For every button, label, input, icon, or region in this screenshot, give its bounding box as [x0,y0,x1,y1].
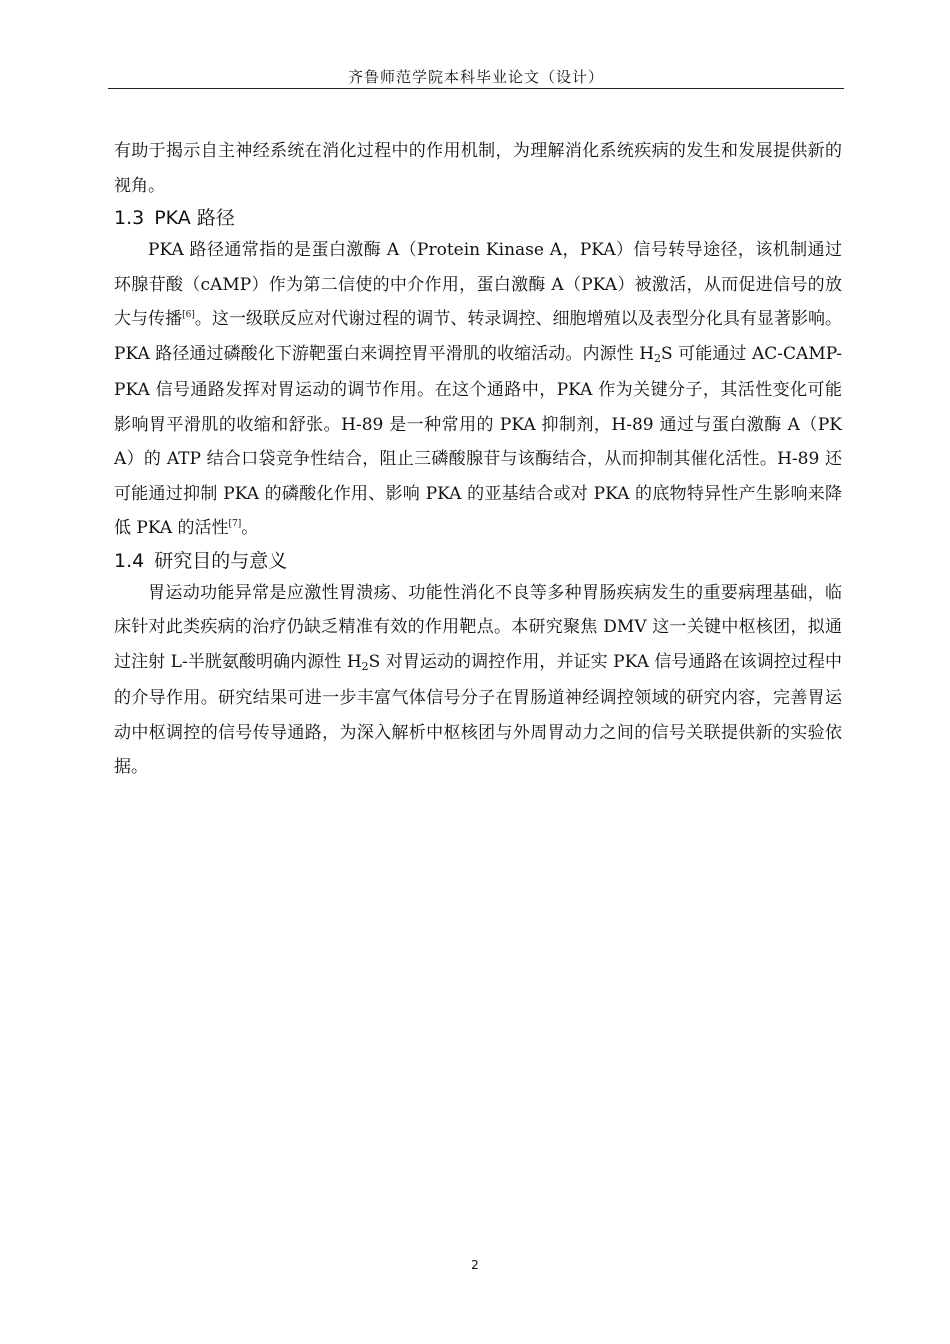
intro-paragraph: 有助于揭示自主神经系统在消化过程中的作用机制，为理解消化系统疾病的发生和发展提供新的视角。 [114,141,842,196]
section-number: 1.4 [114,549,145,572]
section-title: PKA 路径 [154,207,235,229]
subscript-2: 2 [361,659,369,673]
text-run: S 可能通过 AC-CAMP-PKA 信号通路发挥对胃运动的调节作用。在这个通路中，PKA 作为关键分子，其活性变化可能影响胃平滑肌的收缩和舒张。H-89 是一种常用的 PKA 抑制剂，H-89 通过与蛋白激酶 A（PKA）的 ATP 结合口袋竞争性结合，阻止三磷酸腺苷与该酶结合，从而抑制其催化活性。H-89 还可能通过抑制 PKA 的磷酸化作用、影响 PKA 的亚基结合或对 PKA 的底物特异性产生影响来降低 PKA 的活性 [114,343,842,538]
header-rule [108,88,844,89]
page-header: 齐鲁师范学院本科毕业论文（设计） [347,68,604,86]
citation-7: [7] [228,519,242,529]
page-content [114,134,842,785]
citation-6: [6] [182,310,195,320]
text-run: 。 [241,518,259,538]
text-run: 。这一级联反应对代谢过程的调节、转录调控、细胞增殖以及表型分化具有显著影响。PKA 路径通过磷酸化下游靶蛋白来调控胃平滑肌的收缩活动。内源性 H [114,309,843,364]
page-number: 2 [471,1258,479,1272]
section-heading-1-4 [114,546,842,576]
text-run: S 对胃运动的调控作用，并证实 PKA 信号通路在该调控过程中的介导作用。研究结果可进一步丰富气体信号分子在胃肠道神经调控领域的研究内容，完善胃运动中枢调控的信号传导通路，为深入解析中枢核团与外周胃动力之间的信号关联提供新的实验依据。 [114,651,842,777]
purpose-paragraph [114,576,842,785]
section-number: 1.3 [114,207,145,229]
text-run: 胃运动功能异常是应激性胃溃疡、功能性消化不良等多种胃肠疾病发生的重要病理基础，临床针对此类疾病的治疗仍缺乏精准有效的作用靶点。本研究聚焦 DMV 这一关键中枢核团，拟通过注射 L-半胱氨酸明确内源性 H [114,582,842,672]
pka-paragraph [114,233,842,546]
section-heading-1-3 [114,203,842,233]
section-title: 研究目的与意义 [154,549,288,572]
subscript-2: 2 [654,351,662,365]
text-run: PKA 路径通常指的是蛋白激酶 A（Protein Kinase A，PKA）信号转导途径，该机制通过环腺苷酸（cAMP）作为第二信使的中介作用，蛋白激酶 A（PKA）被激活，从而促进信号的放大与传播 [114,240,842,329]
